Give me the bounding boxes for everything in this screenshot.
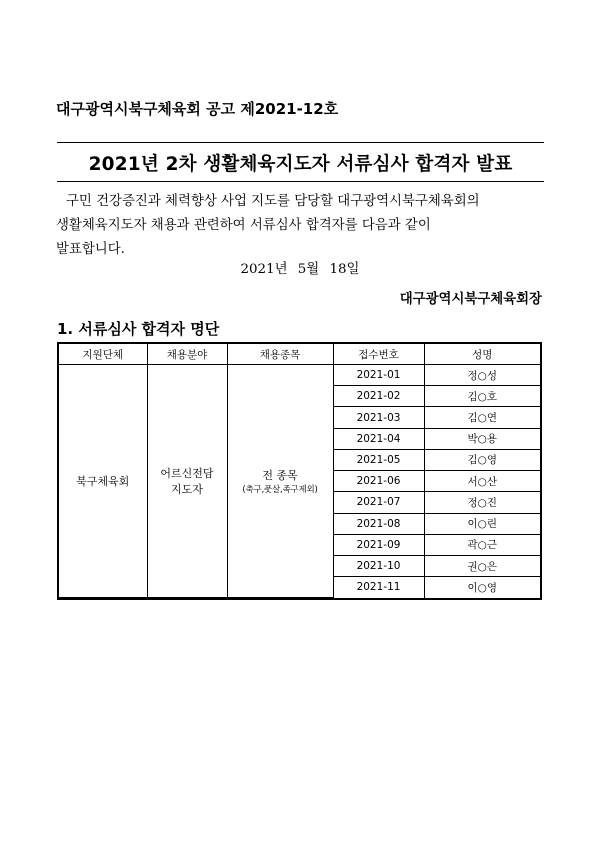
name-cell: 곽○근 (424, 534, 540, 555)
header-number: 접수번호 (333, 344, 424, 365)
section-title: 1. 서류심사 합격자 명단 (57, 320, 220, 338)
name-cell: 김○호 (424, 386, 540, 407)
applicant-table (57, 342, 542, 600)
body-line-1: 구민 건강증진과 체력향상 사업 지도를 담당할 대구광역시북구체육회의 (66, 194, 480, 209)
organization-cell: 북구체육회 (59, 365, 147, 598)
field-cell (147, 365, 227, 598)
body-line-3: 발표합니다. (56, 242, 125, 257)
name-cell: 김○영 (424, 449, 540, 470)
title-top-rule (57, 142, 544, 143)
number-cell: 2021-04 (333, 428, 424, 449)
number-cell: 2021-08 (333, 513, 424, 534)
document-title: 2021년 2차 생활체육지도자 서류심사 합격자 발표 (88, 154, 513, 175)
number-cell: 2021-01 (333, 365, 424, 386)
notice-number: 대구광역시북구체육회 공고 제2021-12호 (56, 100, 339, 118)
name-cell: 서○산 (424, 471, 540, 492)
event-main: 전 종목 (262, 469, 298, 482)
number-cell: 2021-10 (333, 555, 424, 576)
title-bottom-rule (57, 181, 544, 182)
body-line-2: 생활체육지도자 채용과 관련하여 서류심사 합격자를 다음과 같이 (56, 218, 431, 233)
number-cell: 2021-07 (333, 492, 424, 513)
signer: 대구광역시북구체육회장 (399, 292, 542, 307)
field-line-2: 지도자 (171, 483, 203, 496)
number-cell: 2021-03 (333, 407, 424, 428)
header-field: 채용분야 (147, 344, 227, 365)
name-cell: 정○성 (424, 365, 540, 386)
announcement-date: 2021년 5월 18일 (240, 262, 360, 277)
name-cell: 이○영 (424, 577, 540, 598)
name-cell: 이○린 (424, 513, 540, 534)
number-cell: 2021-06 (333, 471, 424, 492)
header-name: 성명 (424, 344, 540, 365)
table-row (59, 365, 540, 386)
table-header-row (59, 344, 540, 365)
number-cell: 2021-09 (333, 534, 424, 555)
number-cell: 2021-05 (333, 449, 424, 470)
event-cell (227, 365, 333, 598)
field-line-1: 어르신전담 (160, 467, 214, 480)
number-cell: 2021-11 (333, 577, 424, 598)
header-event: 채용종목 (227, 344, 333, 365)
name-cell: 박○용 (424, 428, 540, 449)
announcement-body (56, 190, 546, 262)
number-cell: 2021-02 (333, 386, 424, 407)
name-cell: 권○은 (424, 555, 540, 576)
name-cell: 정○진 (424, 492, 540, 513)
header-organization: 지원단체 (59, 344, 147, 365)
name-cell: 김○연 (424, 407, 540, 428)
event-note: (축구,풋살,족구제외) (242, 485, 318, 495)
